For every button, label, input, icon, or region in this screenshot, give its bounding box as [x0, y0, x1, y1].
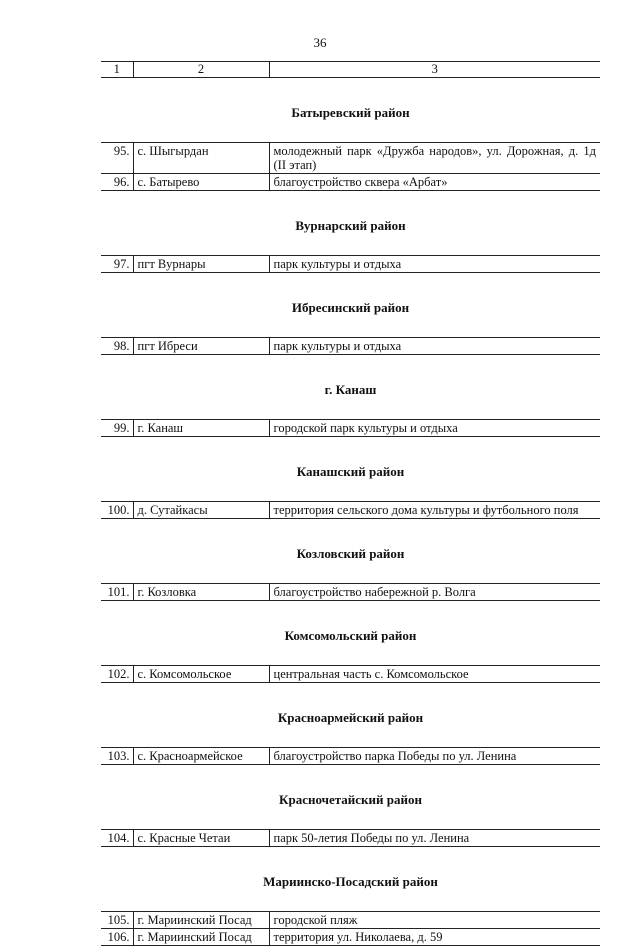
table-header-row — [101, 62, 600, 78]
table-row — [101, 929, 600, 946]
section-title: Красноармейский район — [277, 710, 424, 725]
section-heading-row — [101, 437, 600, 502]
section-heading — [101, 519, 600, 584]
row-number: 104. — [101, 830, 133, 847]
row-description: благоустройство парка Победы по ул. Ленина — [269, 748, 600, 765]
row-location: г. Мариинский Посад — [133, 912, 269, 929]
row-number: 99. — [101, 420, 133, 437]
table-row — [101, 584, 600, 601]
section-heading-row — [101, 78, 600, 143]
section-title: Батыревский район — [291, 105, 410, 120]
header-cell-3: 3 — [269, 62, 600, 78]
row-number: 100. — [101, 502, 133, 519]
row-location: с. Шыгырдан — [133, 143, 269, 174]
row-description: парк культуры и отдыха — [269, 338, 600, 355]
section-title: Козловский район — [296, 546, 405, 561]
section-title: Комсомольский район — [284, 628, 417, 643]
section-heading — [101, 847, 600, 912]
row-number: 103. — [101, 748, 133, 765]
row-description: благоустройство набережной р. Волга — [269, 584, 600, 601]
section-title: Красночетайский район — [279, 792, 422, 807]
table-row — [101, 502, 600, 519]
row-number: 105. — [101, 912, 133, 929]
row-number: 98. — [101, 338, 133, 355]
row-location: с. Комсомольское — [133, 666, 269, 683]
section-heading — [101, 78, 600, 143]
row-number: 96. — [101, 174, 133, 191]
section-title: Вурнарский район — [295, 218, 406, 233]
row-location: пгт Ибреси — [133, 338, 269, 355]
table-row — [101, 912, 600, 929]
row-number: 95. — [101, 143, 133, 174]
table-row — [101, 174, 600, 191]
row-description: центральная часть с. Комсомольское — [269, 666, 600, 683]
row-description: территория сельского дома культуры и футбольного поля — [269, 502, 600, 519]
row-location: г. Козловка — [133, 584, 269, 601]
row-description: парк культуры и отдыха — [269, 256, 600, 273]
section-heading-row — [101, 601, 600, 666]
row-description: территория ул. Николаева, д. 59 — [269, 929, 600, 946]
section-heading — [101, 683, 600, 748]
header-cell-1: 1 — [101, 62, 133, 78]
section-heading-row — [101, 355, 600, 420]
table-row — [101, 420, 600, 437]
table-row — [101, 256, 600, 273]
row-description: городской парк культуры и отдыха — [269, 420, 600, 437]
header-cell-2: 2 — [133, 62, 269, 78]
section-heading — [101, 437, 600, 502]
row-location: г. Канаш — [133, 420, 269, 437]
row-number: 97. — [101, 256, 133, 273]
section-heading-row — [101, 519, 600, 584]
row-number: 102. — [101, 666, 133, 683]
section-heading — [101, 273, 600, 338]
section-title: Мариинско-Посадский район — [263, 874, 438, 889]
section-heading-row — [101, 847, 600, 912]
section-heading — [101, 355, 600, 420]
table-row — [101, 748, 600, 765]
row-number: 106. — [101, 929, 133, 946]
row-description: благоустройство сквера «Арбат» — [269, 174, 600, 191]
section-heading-row — [101, 191, 600, 256]
row-number: 101. — [101, 584, 133, 601]
section-heading-row — [101, 683, 600, 748]
row-location: пгт Вурнары — [133, 256, 269, 273]
section-title: Канашский район — [296, 464, 405, 479]
section-heading-row — [101, 273, 600, 338]
row-location: г. Мариинский Посад — [133, 929, 269, 946]
row-location: д. Сутайкасы — [133, 502, 269, 519]
row-description: молодежный парк «Дружба народов», ул. Дорожная, д. 1д (II этап) — [269, 143, 600, 174]
section-heading — [101, 191, 600, 256]
row-description: городской пляж — [269, 912, 600, 929]
table-row — [101, 666, 600, 683]
section-title: г. Канаш — [324, 382, 377, 397]
table-row — [101, 143, 600, 174]
row-location: с. Батырево — [133, 174, 269, 191]
row-location: с. Красные Четаи — [133, 830, 269, 847]
table-row — [101, 338, 600, 355]
document-table — [101, 61, 600, 946]
section-heading — [101, 601, 600, 666]
table-row — [101, 830, 600, 847]
row-location: с. Красноармейское — [133, 748, 269, 765]
page-number: 36 — [313, 35, 327, 50]
row-description: парк 50-летия Победы по ул. Ленина — [269, 830, 600, 847]
section-heading-row — [101, 765, 600, 830]
section-title: Ибресинский район — [291, 300, 410, 315]
section-heading — [101, 765, 600, 830]
